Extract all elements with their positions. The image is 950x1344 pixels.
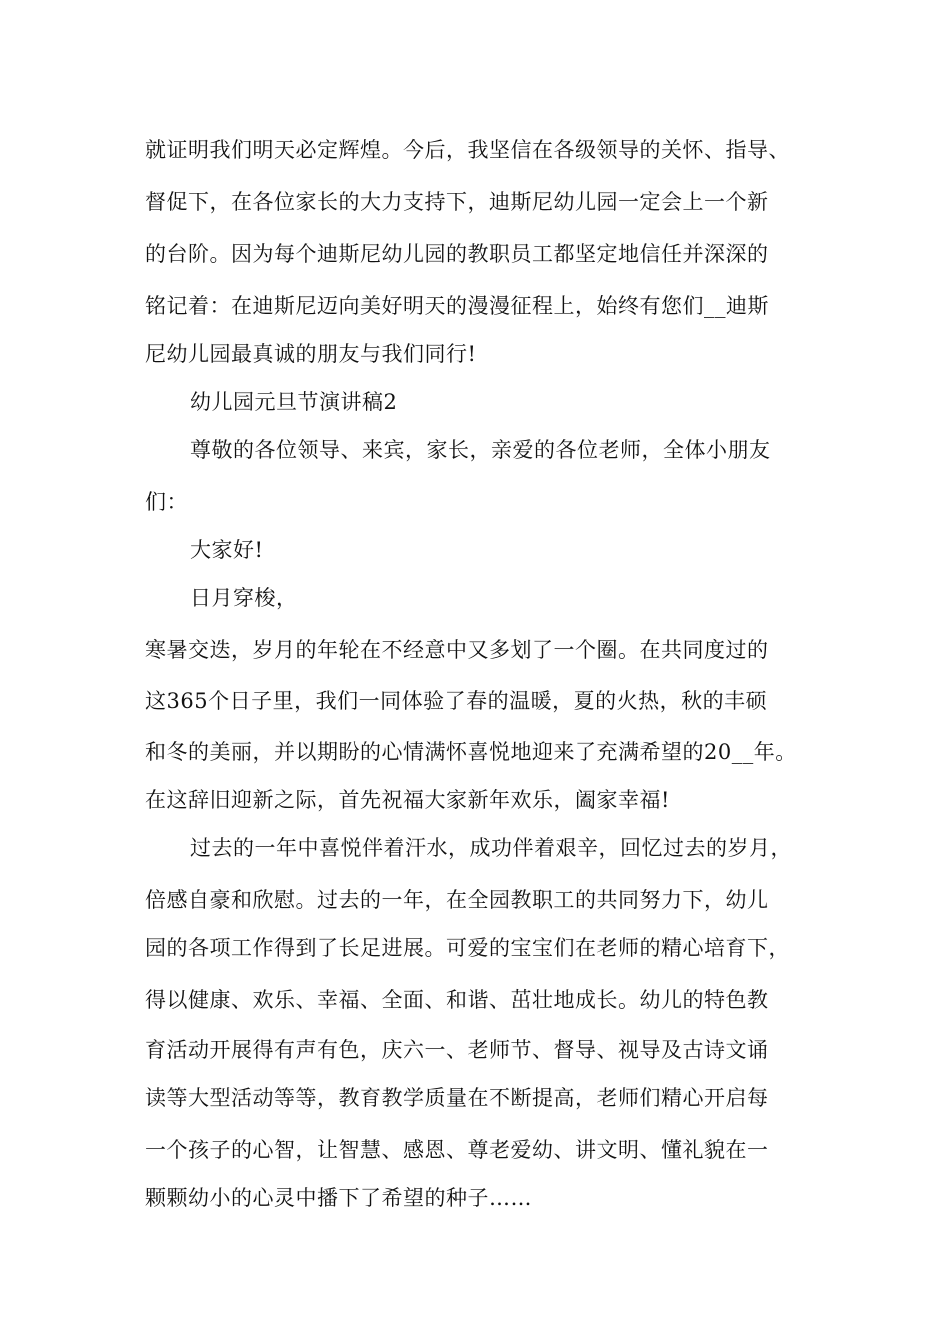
text-line: 倍感自豪和欣慰。过去的一年，在全园教职工的共同努力下，幼儿 (145, 888, 769, 912)
text-line: 寒暑交迭，岁月的年轮在不经意中又多划了一个圈。在共同度过的 (145, 638, 769, 662)
text-line: 铭记着：在迪斯尼迈向美好明天的漫漫征程上，始终有您们__迪斯 (145, 294, 769, 318)
text-line: 大家好! (190, 538, 264, 562)
text-line: 日月穿梭， (190, 586, 298, 610)
text-line: 读等大型活动等等，教育教学质量在不断提高，老师们精心开启每 (145, 1086, 769, 1110)
text-line: 园的各项工作得到了长足进展。可爱的宝宝们在老师的精心培育下， (145, 936, 790, 960)
text-line: 这365个日子里，我们一同体验了春的温暖，夏的火热，秋的丰硕 (145, 689, 768, 713)
text-line: 的台阶。因为每个迪斯尼幼儿园的教职员工都坚定地信任并深深的 (145, 242, 769, 266)
text-line: 过去的一年中喜悦伴着汗水，成功伴着艰辛，回忆过去的岁月， (190, 836, 792, 860)
text-line: 们： (145, 490, 188, 514)
text-line: 和冬的美丽，并以期盼的心情满怀喜悦地迎来了充满希望的20__年。 (145, 740, 797, 764)
section-heading: 幼儿园元旦节演讲稿2 (190, 390, 398, 414)
text-line: 育活动开展得有声有色，庆六一、老师节、督导、视导及古诗文诵 (145, 1038, 769, 1062)
text-line: 督促下，在各位家长的大力支持下，迪斯尼幼儿园一定会上一个新 (145, 190, 769, 214)
text-line: 一个孩子的心智，让智慧、感恩、尊老爱幼、讲文明、懂礼貌在一 (145, 1138, 769, 1162)
text-line: 尼幼儿园最真诚的朋友与我们同行! (145, 342, 477, 366)
text-line: 在这辞旧迎新之际，首先祝福大家新年欢乐，阖家幸福! (145, 788, 670, 812)
text-line: 得以健康、欢乐、幸福、全面、和谐、茁壮地成长。幼儿的特色教 (145, 988, 769, 1012)
text-line: 尊敬的各位领导、来宾，家长，亲爱的各位老师，全体小朋友 (190, 438, 771, 462)
text-line: 颗颗幼小的心灵中播下了希望的种子…… (145, 1186, 532, 1210)
text-line: 就证明我们明天必定辉煌。今后，我坚信在各级领导的关怀、指导、 (145, 138, 790, 162)
